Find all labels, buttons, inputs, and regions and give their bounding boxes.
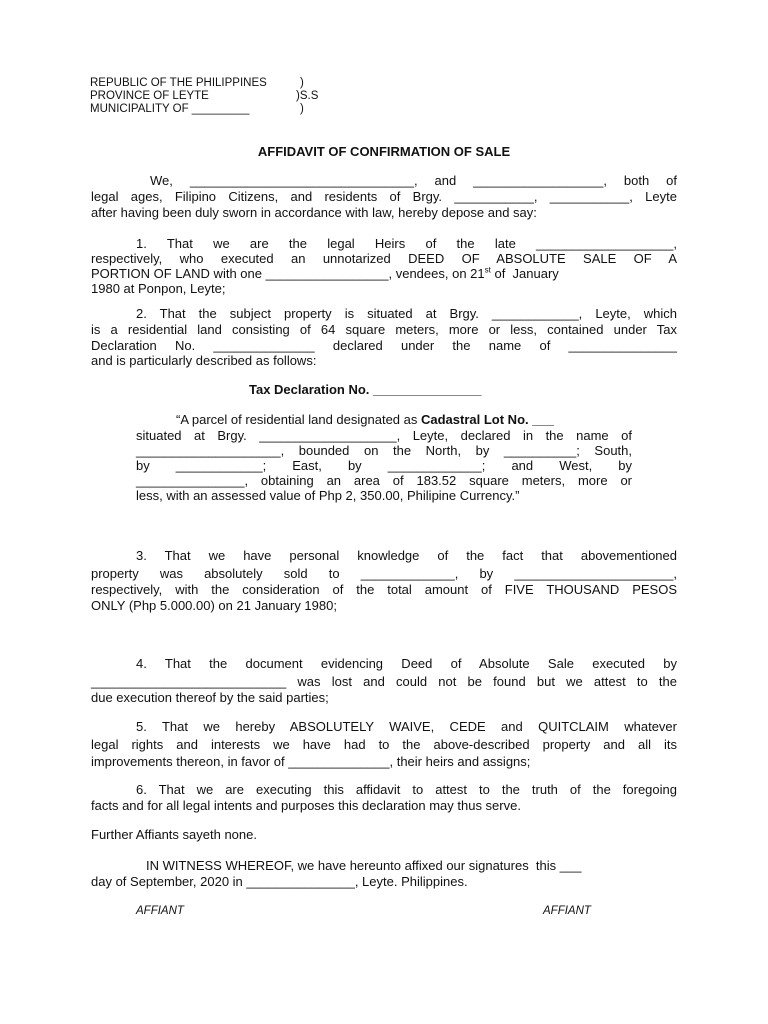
p2-line-4: and is particularly described as follows:: [91, 353, 317, 368]
p6-line-2: facts and for all legal intents and purposes this declaration may thus serve.: [91, 798, 521, 813]
quote-line-4: by ____________; East, by _____________; and West, by: [136, 458, 632, 473]
p4-line-1: 4. That the document evidencing Deed of Absolute Sale executed by: [136, 656, 677, 671]
witness-line-2: day of September, 2020 in _______________, Leyte. Philippines.: [91, 874, 468, 889]
header-municipality: MUNICIPALITY OF _________: [90, 103, 250, 115]
affiant-label-right: AFFIANT: [543, 905, 591, 917]
affiant-label-left: AFFIANT: [136, 905, 184, 917]
intro-line-2: legal ages, Filipino Citizens, and residents of Brgy. ___________, ___________, Leyte: [91, 189, 677, 204]
p4-line-3: due execution thereof by the said parties;: [91, 690, 329, 705]
quote-line-1: [176, 412, 554, 427]
quote-line-5: _______________, obtaining an area of 183.52 square meters, more or: [136, 473, 632, 488]
header-province-paren: )S.S: [296, 90, 319, 102]
p1-line-2: respectively, who executed an unnotarized DEED OF ABSOLUTE SALE OF A: [91, 251, 677, 266]
p3-line-3: respectively, with the consideration of the total amount of FIVE THOUSAND PESOS: [91, 582, 677, 597]
p5-line-3: improvements thereon, in favor of ______________, their heirs and assigns;: [91, 754, 531, 769]
header-republic: REPUBLIC OF THE PHILIPPINES: [90, 77, 267, 89]
quote-line-1a: “A parcel of residential land designated as: [176, 412, 421, 427]
p6-line-1: 6. That we are executing this affidavit to attest to the truth of the foregoing: [136, 782, 677, 797]
intro-line-1: We, _______________________________, and __________________, both of: [150, 173, 677, 188]
p5-line-1: 5. That we hereby ABSOLUTELY WAIVE, CEDE and QUITCLAIM whatever: [136, 719, 677, 734]
p1-line-3a: PORTION OF LAND with one _________________, vendees, on 21: [91, 266, 485, 281]
p1-line-4: 1980 at Ponpon, Leyte;: [91, 281, 226, 296]
quote-line-2: situated at Brgy. ___________________, Leyte, declared in the name of: [136, 428, 632, 443]
document-title: AFFIDAVIT OF CONFIRMATION OF SALE: [257, 144, 511, 159]
witness-line-1: IN WITNESS WHEREOF, we have hereunto affixed our signatures this ___: [146, 858, 582, 873]
quote-line-3: ____________________, bounded on the North, by __________; South,: [136, 443, 632, 458]
header-municipality-paren: ): [300, 103, 304, 115]
p1-line-1: 1. That we are the legal Heirs of the late ___________________,: [136, 236, 677, 251]
cadastral-lot-label: Cadastral Lot No. ___: [421, 412, 554, 427]
tax-declaration-heading: Tax Declaration No. _______________: [249, 382, 482, 397]
p3-line-4: ONLY (Php 5.000.00) on 21 January 1980;: [91, 598, 337, 613]
p2-line-3: Declaration No. ______________ declared under the name of _______________: [91, 338, 677, 353]
p4-line-2: ___________________________ was lost and could not be found but we attest to the: [91, 674, 677, 689]
p2-line-2: is a residential land consisting of 64 square meters, more or less, contained under Tax: [91, 322, 677, 337]
p1-line-3-sup: st: [484, 265, 491, 275]
p3-line-2: property was absolutely sold to _____________, by ______________________,: [91, 566, 677, 581]
p3-line-1: 3. That we have personal knowledge of the fact that abovementioned: [136, 548, 677, 563]
p2-line-1: 2. That the subject property is situated at Brgy. ____________, Leyte, which: [136, 306, 677, 321]
header-republic-paren: ): [300, 77, 304, 89]
p1-line-3b: of January: [490, 266, 559, 281]
header-province: PROVINCE OF LEYTE: [90, 90, 209, 102]
intro-line-3: after having been duly sworn in accordance with law, hereby depose and say:: [91, 205, 537, 220]
quote-line-6: less, with an assessed value of Php 2, 350.00, Philipine Currency.”: [136, 488, 520, 503]
further-affiants-line: Further Affiants sayeth none.: [91, 827, 257, 842]
p1-line-3: [91, 266, 559, 281]
p5-line-2: legal rights and interests we have had to the above-described property and all its: [91, 737, 677, 752]
